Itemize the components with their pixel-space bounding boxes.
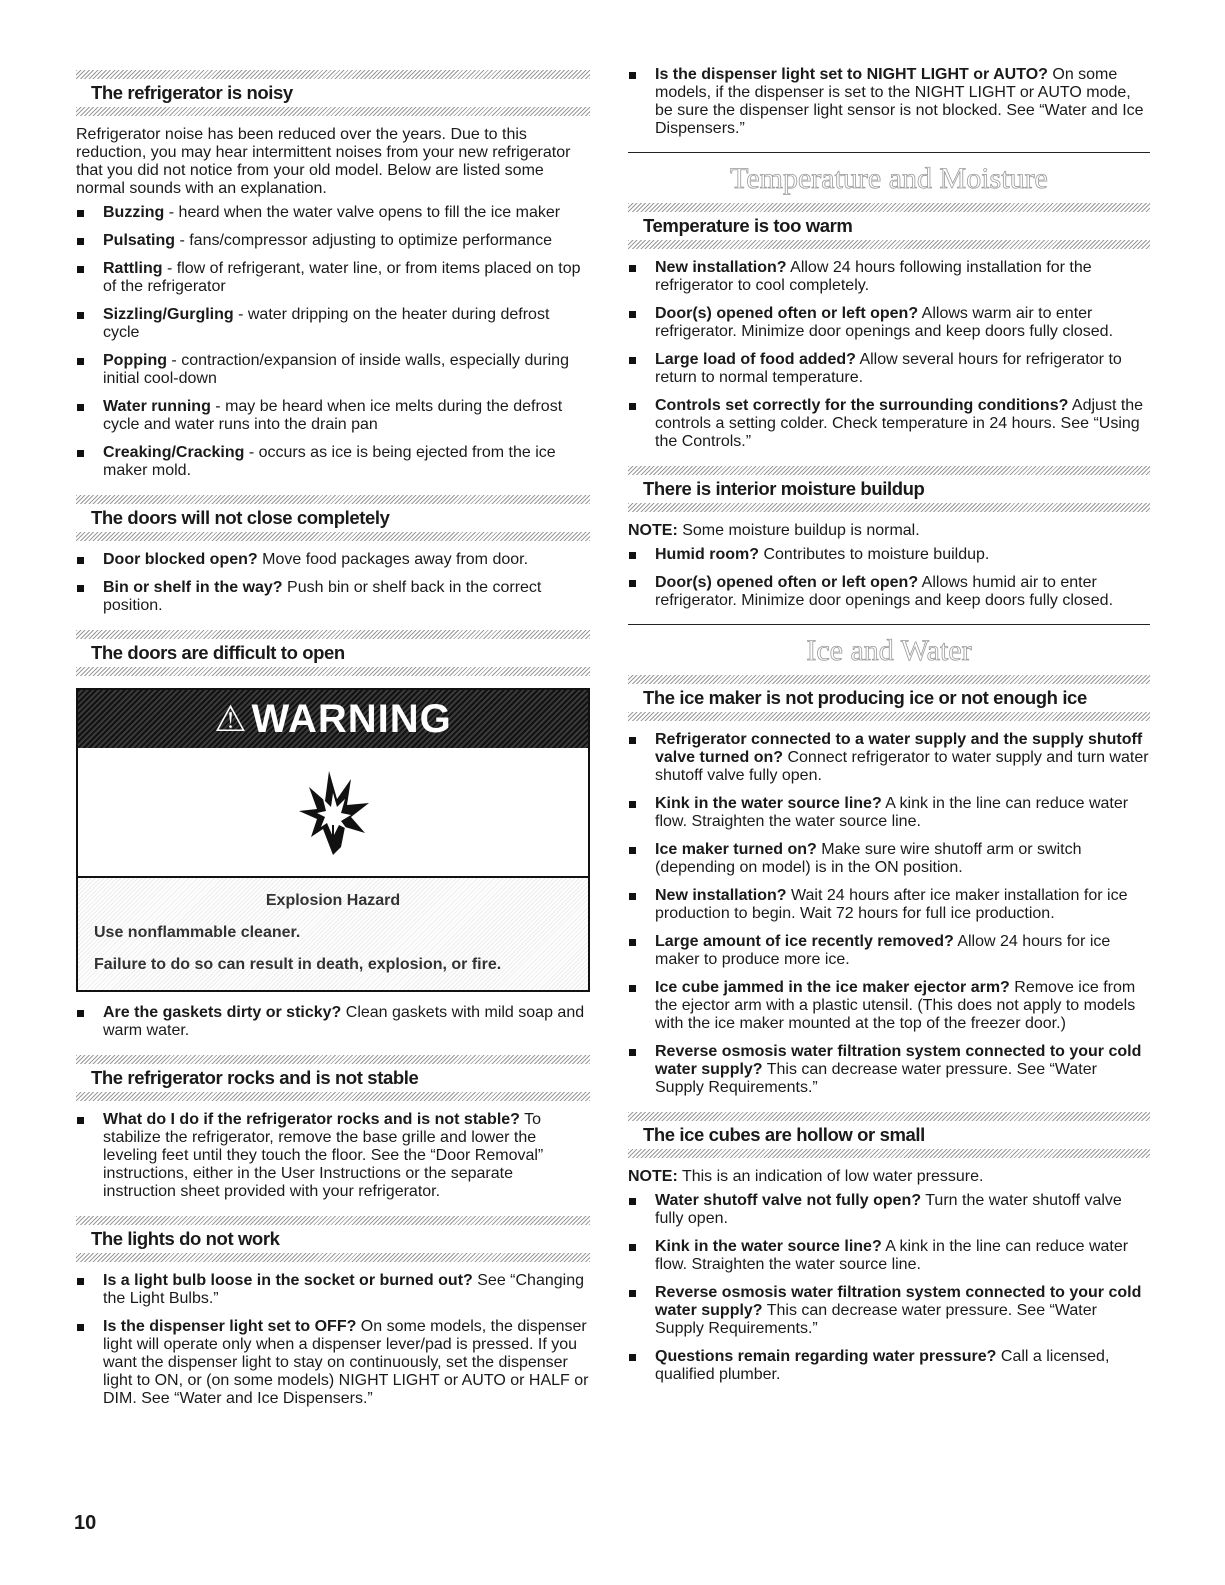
item-lead: Is the dispenser light set to NIGHT LIGHT or AUTO? — [655, 66, 1048, 83]
item-lead: Water shutoff valve not fully open? — [655, 1192, 922, 1209]
category-title: Ice and Water — [806, 634, 972, 667]
item-lead: Kink in the water source line? — [655, 1238, 882, 1255]
section-title: The ice maker is not producing ice or not enough ice — [643, 687, 1087, 708]
section-title: Temperature is too warm — [643, 215, 853, 236]
section-rule — [76, 70, 590, 79]
item-lead: New installation? — [655, 887, 787, 904]
list-item — [628, 933, 1150, 969]
section-rule — [628, 1112, 1150, 1121]
item-list — [76, 1272, 590, 1408]
section-rule — [76, 107, 590, 116]
item-text: Turn the water shutoff valve fully open. — [655, 1192, 1122, 1227]
section-title: The refrigerator rocks and is not stable — [91, 1067, 419, 1088]
item-lead: Sizzling/Gurgling — [103, 306, 234, 323]
section-rocks — [76, 1055, 590, 1201]
section-rule — [628, 1149, 1150, 1158]
item-text: - contraction/expansion of inside walls, especially during initial cool-down — [103, 352, 569, 387]
item-lead: Is a light bulb loose in the socket or burned out? — [103, 1272, 473, 1289]
item-lead: Door(s) opened often or left open? — [655, 305, 919, 322]
item-list — [76, 1111, 590, 1201]
list-item — [76, 579, 590, 615]
item-lead: Kink in the water source line? — [655, 795, 882, 812]
item-text: Push bin or shelf back in the correct position. — [103, 579, 542, 614]
item-lead: Humid room? — [655, 546, 759, 563]
list-item — [76, 306, 590, 342]
item-list — [76, 204, 590, 480]
right-column — [628, 66, 1150, 1394]
item-lead: Large load of food added? — [655, 351, 856, 368]
list-item — [628, 546, 1150, 564]
list-item — [628, 397, 1150, 451]
item-lead: Ice cube jammed in the ice maker ejector arm? — [655, 979, 1010, 996]
explosion-icon-area — [78, 748, 588, 876]
section-not-producing — [628, 675, 1150, 1097]
list-item — [628, 574, 1150, 610]
note-label: NOTE: — [628, 1168, 678, 1185]
section-rule — [628, 240, 1150, 249]
item-list — [628, 259, 1150, 451]
item-text: On some models, the dispenser light will operate only when a dispenser lever/pad is pressed. If you want the dispenser light to stay on continuously, set the dispenser light to ON, or (on some models) NIGHT LIGHT or AUTO or HALF or DIM. See “Water and Ice Dispensers.” — [103, 1318, 589, 1407]
item-list — [628, 546, 1150, 610]
item-text: Call a licensed, qualified plumber. — [655, 1348, 1110, 1383]
section-lights — [76, 1216, 590, 1408]
item-list — [628, 66, 1150, 138]
list-item — [628, 979, 1150, 1033]
item-list — [76, 551, 590, 615]
item-text: - occurs as ice is being ejected from the ice maker mold. — [103, 444, 556, 479]
section-rule — [628, 675, 1150, 684]
category-title: Temperature and Moisture — [730, 162, 1048, 195]
category-rule — [628, 624, 1150, 625]
list-item — [628, 841, 1150, 877]
list-item — [76, 352, 590, 388]
list-item — [628, 66, 1150, 138]
item-text: See “Changing the Light Bulbs.” — [103, 1272, 584, 1307]
item-text: A kink in the line can reduce water flow. Straighten the water source line. — [655, 795, 1129, 830]
section-rule — [76, 532, 590, 541]
item-text: Clean gaskets with mild soap and warm water. — [103, 1004, 585, 1039]
section-rule — [76, 1253, 590, 1262]
item-text: Move food packages away from door. — [257, 551, 529, 568]
item-text: Contributes to moisture buildup. — [759, 546, 990, 563]
list-item — [628, 1348, 1150, 1384]
section-noisy — [76, 70, 590, 480]
section-title: The ice cubes are hollow or small — [643, 1124, 925, 1145]
warning-header — [78, 690, 588, 748]
section-rule — [76, 1216, 590, 1225]
list-item — [76, 260, 590, 296]
warning-hazard: Explosion Hazard — [265, 892, 401, 909]
item-text: Wait 24 hours after ice maker installation for ice production to begin. Wait 72 hours for full ice production. — [655, 887, 1128, 922]
item-lead: Pulsating — [103, 232, 176, 249]
list-item — [76, 444, 590, 480]
section-rule — [628, 203, 1150, 212]
list-item — [628, 795, 1150, 831]
note-paragraph — [628, 522, 1150, 540]
warning-triangle-icon: ⚠ — [214, 698, 248, 739]
section-rule — [76, 1092, 590, 1101]
item-text: - may be heard when ice melts during the defrost cycle and water runs into the drain pan — [103, 398, 563, 433]
section-hollow — [628, 1112, 1150, 1384]
section-doors-difficult — [76, 630, 590, 1040]
warning-text-area — [78, 876, 588, 990]
item-lead: Reverse osmosis water filtration system connected to your cold water supply? — [655, 1043, 1142, 1078]
warning-line: Failure to do so can result in death, explosion, or fire. — [94, 956, 502, 973]
item-list — [76, 1004, 590, 1040]
item-lead: What do I do if the refrigerator rocks and is not stable? — [103, 1111, 520, 1128]
section-title: The lights do not work — [91, 1228, 280, 1249]
page-number: 10 — [74, 1512, 97, 1534]
section-rule — [76, 1055, 590, 1064]
section-title: The doors will not close completely — [91, 507, 390, 528]
section-rule — [76, 667, 590, 676]
item-lead: Ice maker turned on? — [655, 841, 817, 858]
section-too-warm — [628, 203, 1150, 451]
item-list — [628, 731, 1150, 1097]
item-lead: Reverse osmosis water filtration system connected to your cold water supply? — [655, 1284, 1142, 1319]
item-lead: Door blocked open? — [103, 551, 258, 568]
list-item — [628, 351, 1150, 387]
list-item — [628, 1284, 1150, 1338]
section-title: There is interior moisture buildup — [643, 478, 925, 499]
list-item — [76, 398, 590, 434]
list-item — [628, 887, 1150, 923]
item-lead: Buzzing — [103, 204, 165, 221]
item-text: This can decrease water pressure. See “Water Supply Requirements.” — [655, 1302, 1097, 1337]
list-item — [628, 259, 1150, 295]
list-item — [76, 1111, 590, 1201]
item-text: Make sure wire shutoff arm or switch (depending on model) is in the ON position. — [655, 841, 1082, 876]
list-item — [628, 731, 1150, 785]
item-text: Remove ice from the ejector arm with a plastic utensil. (This does not apply to models with the ice maker mounted at the top of the freezer door.) — [655, 979, 1136, 1032]
item-lead: Creaking/Cracking — [103, 444, 245, 461]
item-text: - water dripping on the heater during defrost cycle — [103, 306, 550, 341]
section-title: The refrigerator is noisy — [91, 82, 293, 103]
item-lead: Popping — [103, 352, 167, 369]
item-text: - heard when the water valve opens to fill the ice maker — [164, 204, 561, 221]
section-title: The doors are difficult to open — [91, 642, 345, 663]
item-text: - fans/compressor adjusting to optimize performance — [175, 232, 553, 249]
list-item — [76, 1004, 590, 1040]
item-lead: Bin or shelf in the way? — [103, 579, 283, 596]
warning-line: Use nonflammable cleaner. — [94, 924, 301, 941]
section-rule — [628, 503, 1150, 512]
intro-paragraph: Refrigerator noise has been reduced over the years. Due to this reduction, you may hear intermittent noises from your new refrigerator that you did not notice from your old model. Below are listed some normal sounds with an explanation. — [76, 126, 571, 197]
list-item — [76, 232, 590, 250]
item-text: Allows warm air to enter refrigerator. Minimize door openings and keep doors fully closed. — [655, 305, 1114, 340]
item-text: Adjust the controls a setting colder. Check temperature in 24 hours. See “Using the Controls.” — [655, 397, 1144, 450]
item-lead: Water running — [103, 398, 211, 415]
item-lead: Is the dispenser light set to OFF? — [103, 1318, 357, 1335]
item-text: A kink in the line can reduce water flow. Straighten the water source line. — [655, 1238, 1129, 1273]
item-text: Connect refrigerator to water supply and turn water shutoff valve fully open. — [655, 749, 1149, 784]
list-item — [76, 551, 590, 569]
list-item — [628, 1192, 1150, 1228]
section-rule — [628, 466, 1150, 475]
item-lead: Large amount of ice recently removed? — [655, 933, 954, 950]
list-item — [628, 305, 1150, 341]
note-text: This is an indication of low water pressure. — [677, 1168, 984, 1185]
note-label: NOTE: — [628, 522, 678, 539]
section-rule — [76, 495, 590, 504]
item-text: Allows humid air to enter refrigerator. Minimize door openings and keep doors fully closed. — [655, 574, 1114, 609]
item-text: Allow 24 hours for ice maker to produce more ice. — [655, 933, 1111, 968]
warning-box — [76, 688, 590, 992]
item-lead: Refrigerator connected to a water supply and the supply shutoff valve turned on? — [655, 731, 1143, 766]
item-lead: Rattling — [103, 260, 163, 277]
item-lead: New installation? — [655, 259, 787, 276]
list-item — [76, 1318, 590, 1408]
item-text: Allow several hours for refrigerator to return to normal temperature. — [655, 351, 1122, 386]
list-item — [76, 1272, 590, 1308]
section-doors-close — [76, 495, 590, 615]
item-lead: Are the gaskets dirty or sticky? — [103, 1004, 342, 1021]
item-list — [628, 1192, 1150, 1384]
item-text: - flow of refrigerant, water line, or from items placed on top of the refrigerator — [103, 260, 581, 295]
item-text: This can decrease water pressure. See “Water Supply Requirements.” — [655, 1061, 1097, 1096]
list-item — [76, 204, 590, 222]
item-lead: Questions remain regarding water pressure? — [655, 1348, 997, 1365]
left-column — [76, 66, 590, 1418]
list-item — [628, 1043, 1150, 1097]
note-paragraph — [628, 1168, 1150, 1186]
item-lead: Door(s) opened often or left open? — [655, 574, 919, 591]
note-text: Some moisture buildup is normal. — [677, 522, 920, 539]
item-text: Allow 24 hours following installation for the refrigerator to cool completely. — [655, 259, 1092, 294]
item-lead: Controls set correctly for the surrounding conditions? — [655, 397, 1069, 414]
explosion-icon — [293, 767, 373, 857]
warning-heading: WARNING — [251, 696, 452, 741]
section-moisture — [628, 466, 1150, 610]
item-text: To stabilize the refrigerator, remove the base grille and lower the leveling feet until they touch the floor. See the “Door Removal” instructions, either in the User Instructions or the separate instruction sheet provided with your refrigerator. — [103, 1111, 544, 1200]
section-rule — [628, 712, 1150, 721]
item-text: On some models, if the dispenser is set to the NIGHT LIGHT or AUTO mode, be sure the dispenser light sensor is not blocked. See “Water and Ice Dispensers.” — [655, 66, 1144, 137]
category-rule — [628, 152, 1150, 153]
section-rule — [76, 630, 590, 639]
list-item — [628, 1238, 1150, 1274]
